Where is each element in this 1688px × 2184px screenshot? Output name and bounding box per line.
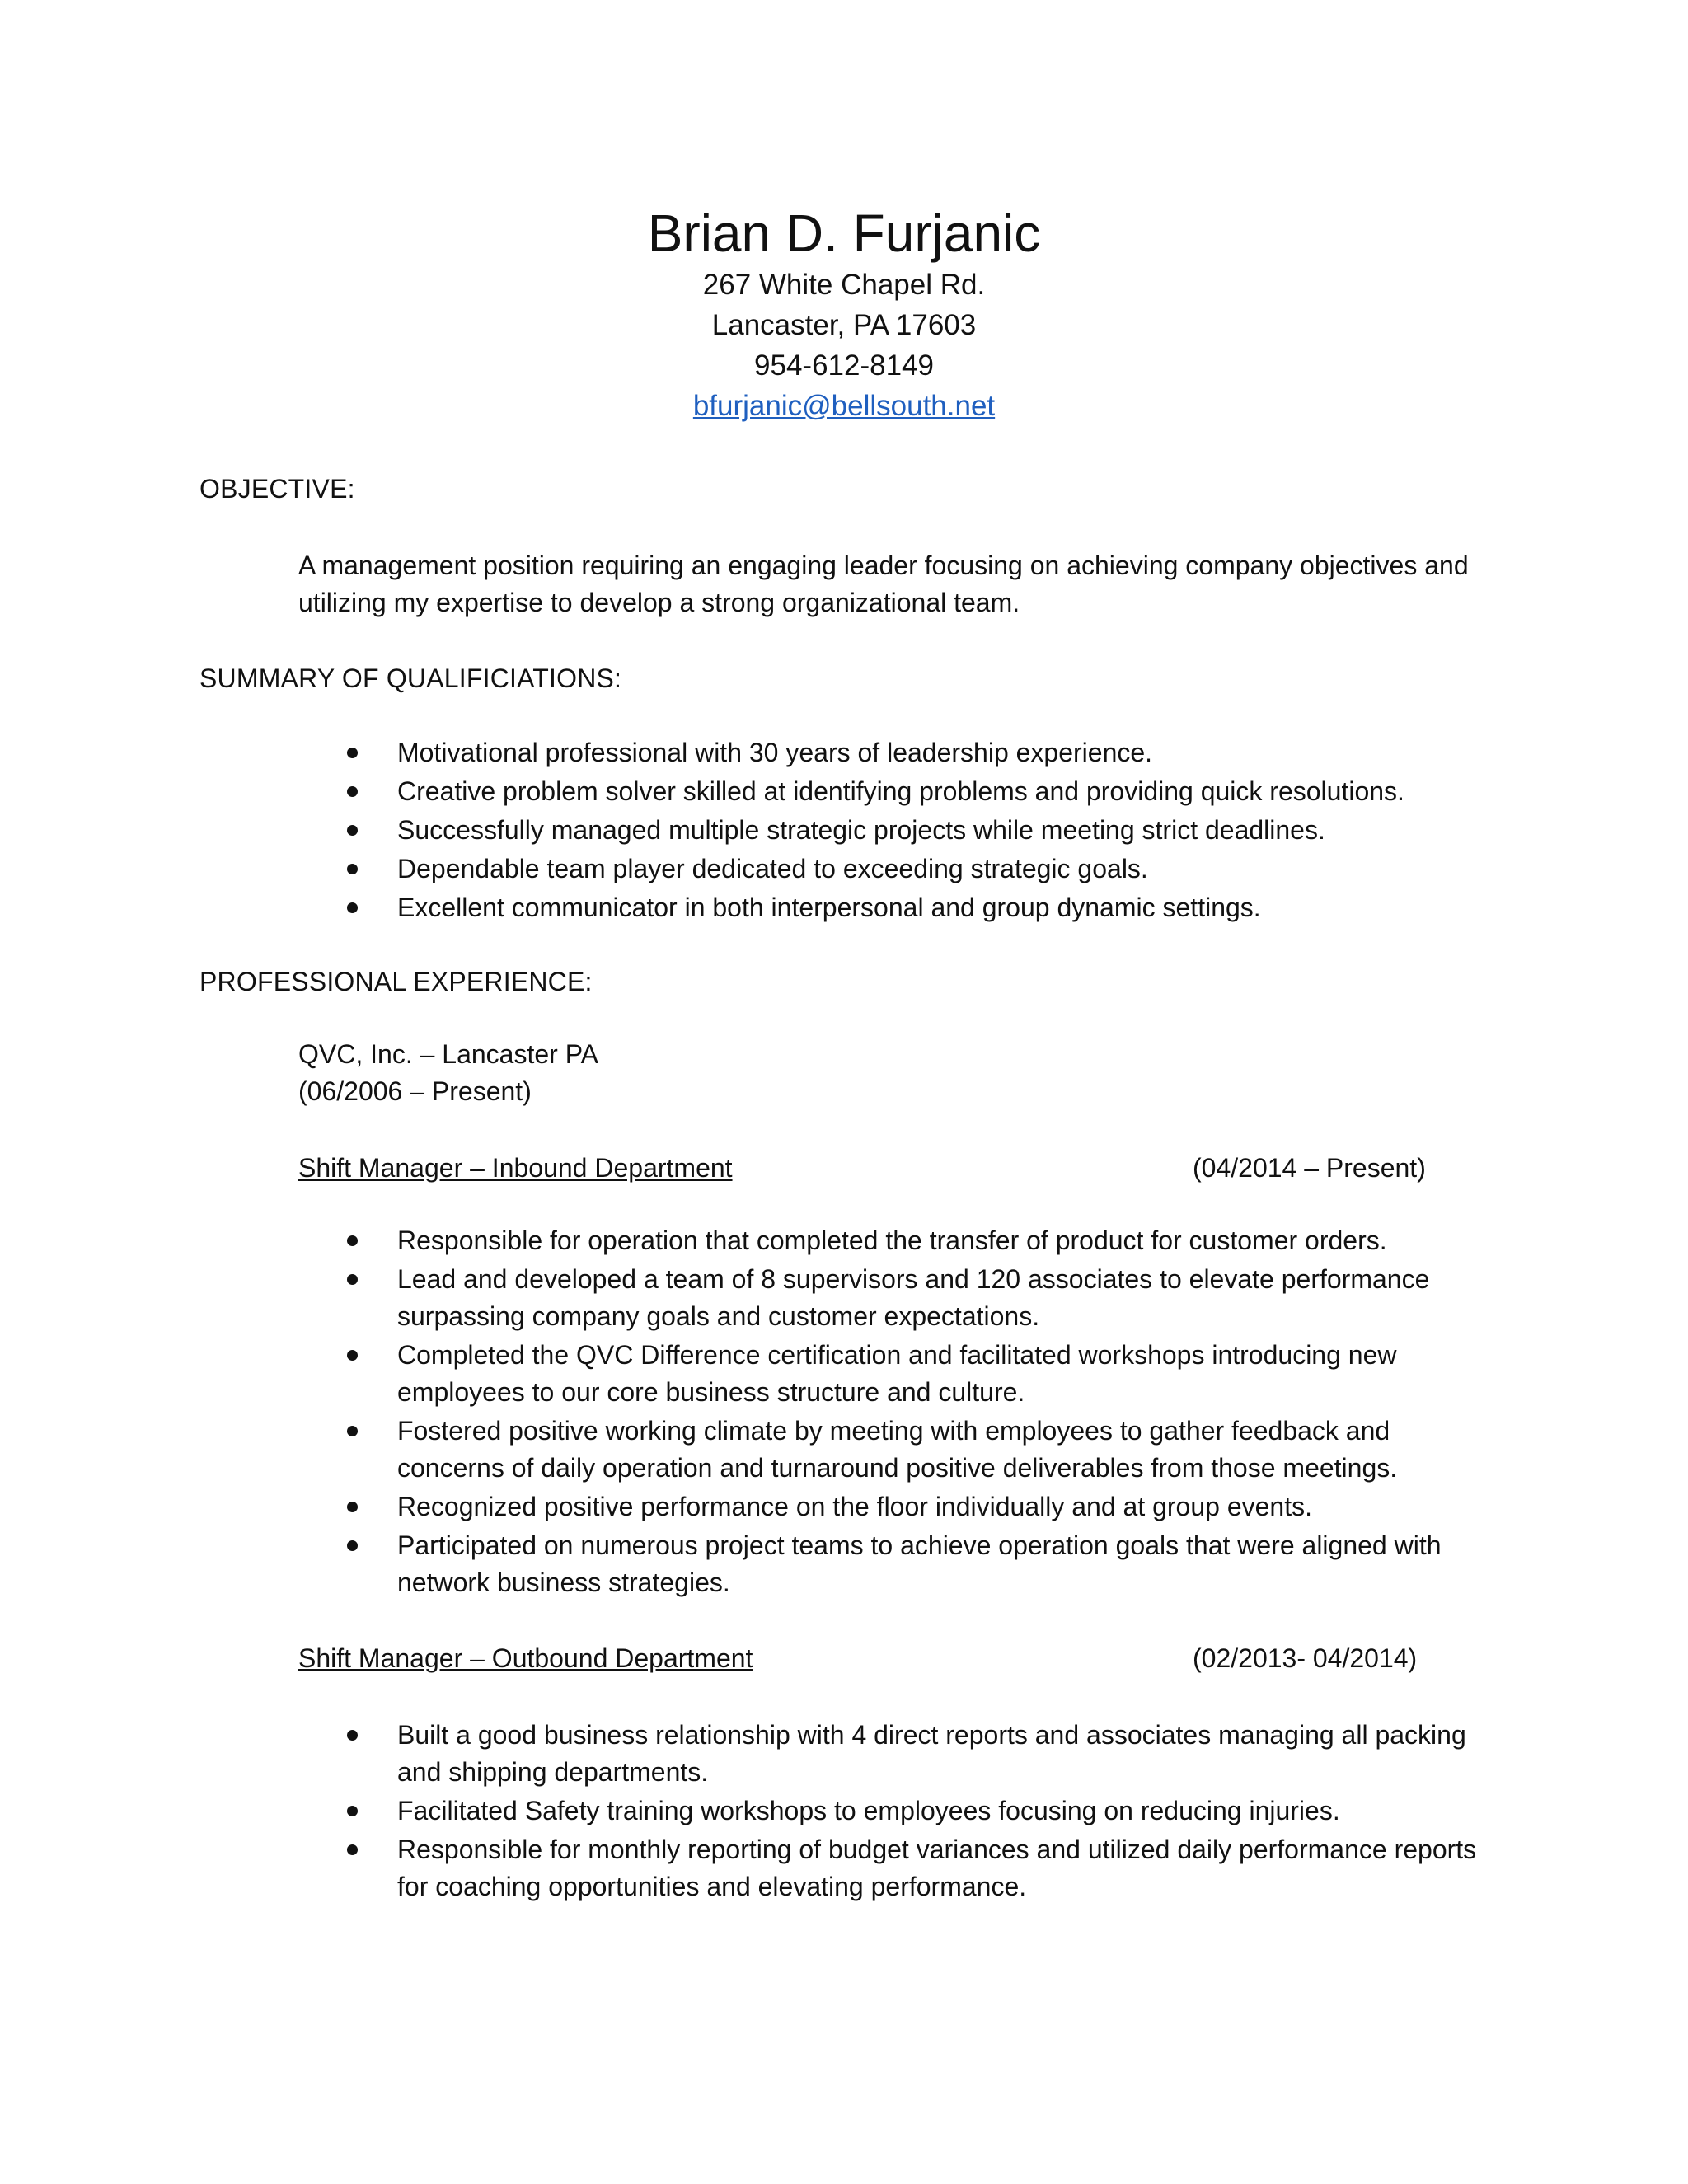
bullet-icon [347, 1540, 358, 1551]
bullet-icon [347, 1274, 358, 1285]
phone-number: 954-612-8149 [754, 349, 934, 382]
company-dates: (06/2006 – Present) [298, 1076, 532, 1106]
list-item [298, 1793, 1502, 1830]
list-item [298, 1337, 1502, 1411]
bullet-icon [347, 1730, 358, 1741]
list-item-text: Successfully managed multiple strategic projects while meeting strict deadlines. [397, 815, 1325, 845]
list-item-text: Built a good business relationship with 4 direct reports and associates managing all packing and shipping departments. [397, 1720, 1466, 1787]
list-item-text: Responsible for monthly reporting of budget variances and utilized daily performance reports for coaching opportunities and elevating performance. [397, 1835, 1477, 1901]
objective-text: A management position requiring an engaging leader focusing on achieving company objectives and utilizing my expertise to develop a strong organizational team. [298, 551, 1469, 617]
company-block [298, 1036, 598, 1110]
list-item-text: Creative problem solver skilled at identifying problems and providing quick resolutions. [397, 776, 1404, 806]
list-item [298, 734, 1502, 771]
list-item [298, 812, 1502, 849]
address-line-1: 267 White Chapel Rd. [702, 269, 986, 301]
list-item [298, 1831, 1502, 1905]
list-item [298, 773, 1502, 810]
resume-header [0, 202, 1688, 426]
list-item-text: Fostered positive working climate by meeting with employees to gather feedback and concerns of daily operation and turnaround positive deliverables from those meetings. [397, 1416, 1398, 1483]
list-item-text: Recognized positive performance on the floor individually and at group events. [397, 1492, 1312, 1521]
list-item [298, 1413, 1502, 1487]
bullet-icon [347, 902, 358, 913]
list-item-text: Participated on numerous project teams to achieve operation goals that were aligned with network business strategies. [397, 1530, 1442, 1597]
objective-heading: OBJECTIVE: [199, 474, 355, 504]
list-item [298, 1261, 1502, 1335]
list-item-text: Lead and developed a team of 8 supervisors and 120 associates to elevate performance surpassing company goals and customer expectations. [397, 1264, 1430, 1331]
list-item-text: Responsible for operation that completed the transfer of product for customer orders. [397, 1226, 1387, 1255]
list-item-text: Dependable team player dedicated to exceeding strategic goals. [397, 854, 1148, 883]
company-name: QVC, Inc. – Lancaster PA [298, 1039, 599, 1069]
list-item-text: Completed the QVC Difference certification and facilitated workshops introducing new employees to our core business structure and culture. [397, 1340, 1397, 1407]
address-line-2: Lancaster, PA 17603 [711, 309, 977, 341]
experience-heading: PROFESSIONAL EXPERIENCE: [199, 967, 593, 996]
outbound-duties-list [298, 1717, 1502, 1907]
list-item [298, 1527, 1502, 1601]
job-title-inbound: Shift Manager – Inbound Department [298, 1153, 733, 1183]
summary-list [298, 734, 1502, 928]
bullet-icon [347, 1502, 358, 1512]
bullet-icon [347, 864, 358, 874]
bullet-icon [347, 786, 358, 797]
summary-heading: SUMMARY OF QUALIFICIATIONS: [199, 663, 622, 693]
inbound-duties-list [298, 1222, 1502, 1603]
list-item [298, 889, 1502, 926]
bullet-icon [347, 1844, 358, 1855]
bullet-icon [347, 1350, 358, 1361]
bullet-icon [347, 1806, 358, 1816]
email-link[interactable]: bfurjanic@bellsouth.net [692, 390, 996, 422]
job-dates-outbound: (02/2013- 04/2014) [1193, 1643, 1418, 1673]
job-dates-inbound: (04/2014 – Present) [1193, 1153, 1426, 1183]
list-item [298, 1717, 1502, 1791]
job-title-outbound: Shift Manager – Outbound Department [298, 1643, 753, 1673]
list-item-text: Excellent communicator in both interpersonal and group dynamic settings. [397, 893, 1261, 922]
bullet-icon [347, 1235, 358, 1246]
list-item-text: Facilitated Safety training workshops to employees focusing on reducing injuries. [397, 1796, 1340, 1825]
list-item [298, 1222, 1502, 1259]
bullet-icon [347, 825, 358, 836]
list-item [298, 1488, 1502, 1526]
bullet-icon [347, 1426, 358, 1436]
list-item-text: Motivational professional with 30 years of leadership experience. [397, 738, 1153, 767]
candidate-name: Brian D. Furjanic [647, 204, 1041, 263]
bullet-icon [347, 748, 358, 758]
list-item [298, 851, 1502, 888]
